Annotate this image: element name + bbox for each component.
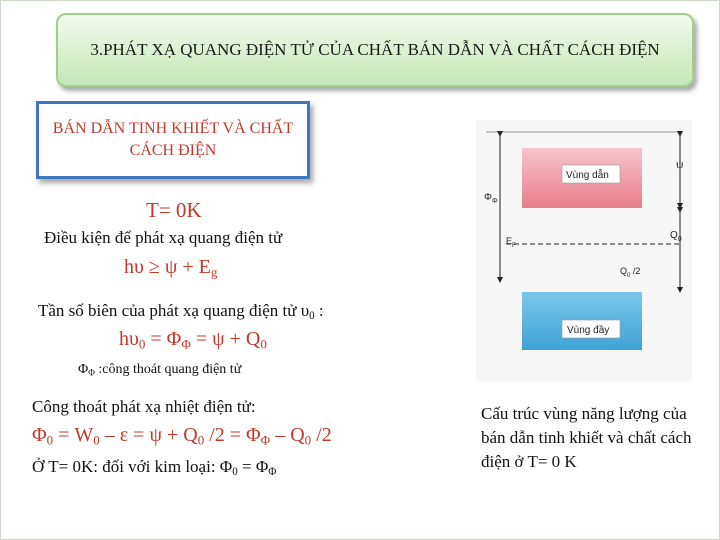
psi-label: ψ [676, 157, 684, 171]
th-p4: /2 = Φ [204, 424, 261, 446]
subtitle-box [36, 101, 310, 179]
th-p2: = W [53, 424, 94, 446]
tf-c-sub: 0 [260, 336, 267, 352]
th-s5: 0 [304, 432, 312, 448]
slide-title: 3.PHÁT XẠ QUANG ĐIỆN TỬ CỦA CHẤT BÁN DẪN VÀ CHẤT CÁCH ĐIỆN [90, 40, 660, 59]
th-s4: Φ [260, 432, 271, 448]
condition-formula-main: hυ ≥ ψ + E [124, 256, 211, 278]
th-p6: /2 [311, 424, 332, 446]
th-s1: 0 [46, 432, 54, 448]
tf-b: = Φ [145, 328, 182, 350]
tf-c: = ψ + Q [190, 328, 261, 350]
thermal-formula [32, 424, 332, 448]
metal-line-text: Ở T= 0K: đối với kim loại: Φ [32, 457, 233, 476]
temperature-label: T= 0K [146, 198, 202, 222]
threshold-label-tail: : [314, 301, 324, 320]
phi-note-symbol: Φ [78, 362, 89, 377]
condition-formula [124, 256, 217, 280]
threshold-label-text: Tần số biên của phát xạ quang điện tử υ [38, 301, 310, 320]
th-p1: Φ [32, 424, 47, 446]
metal-line [32, 457, 276, 478]
th-p3: – ε = ψ + Q [99, 424, 198, 446]
diagram-caption: Cấu trúc vùng năng lượng của bán dẫn tinh khiết và chất cách điện ở T= 0 K [481, 404, 692, 471]
threshold-label [38, 301, 324, 322]
metal-line-mid: = Φ [237, 457, 269, 476]
metal-line-sub2: Φ [268, 465, 277, 478]
q0-half-label: $Q_0$ /2 [620, 266, 641, 279]
phi-note-sub: Φ [88, 367, 95, 378]
condition-label: Điều kiện để phát xạ quang điện tử [44, 228, 283, 247]
th-s2: 0 [93, 432, 100, 448]
phi-label: $\Phi_\Phi$ [484, 192, 498, 205]
valence-band-label: Vùng đầy [567, 325, 610, 336]
q0-label: $Q_0$ [670, 230, 682, 243]
th-s3: 0 [197, 432, 205, 448]
th-p5: – Q [270, 424, 305, 446]
subtitle-text: BÁN DẪN TINH KHIẾT VÀ CHẤT CÁCH ĐIỆN [52, 120, 294, 159]
phi-note-text: :công thoát quang điện tử [94, 362, 242, 377]
tf-a-sub: 0 [138, 336, 146, 352]
band-diagram [476, 120, 692, 382]
conduction-band-label: Vùng dẫn [566, 170, 609, 181]
metal-line-sub1: 0 [232, 465, 238, 478]
threshold-label-sub: 0 [309, 309, 315, 322]
thermal-label: Công thoát phát xạ nhiệt điện tử: [32, 397, 256, 416]
threshold-formula [119, 328, 267, 352]
tf-b-sub: Φ [181, 336, 191, 352]
tf-a: hυ [119, 328, 139, 350]
ef-label: $E_F$ [506, 236, 516, 249]
title-banner [56, 13, 694, 87]
phi-note [78, 362, 241, 378]
condition-formula-sub: g [210, 264, 218, 280]
